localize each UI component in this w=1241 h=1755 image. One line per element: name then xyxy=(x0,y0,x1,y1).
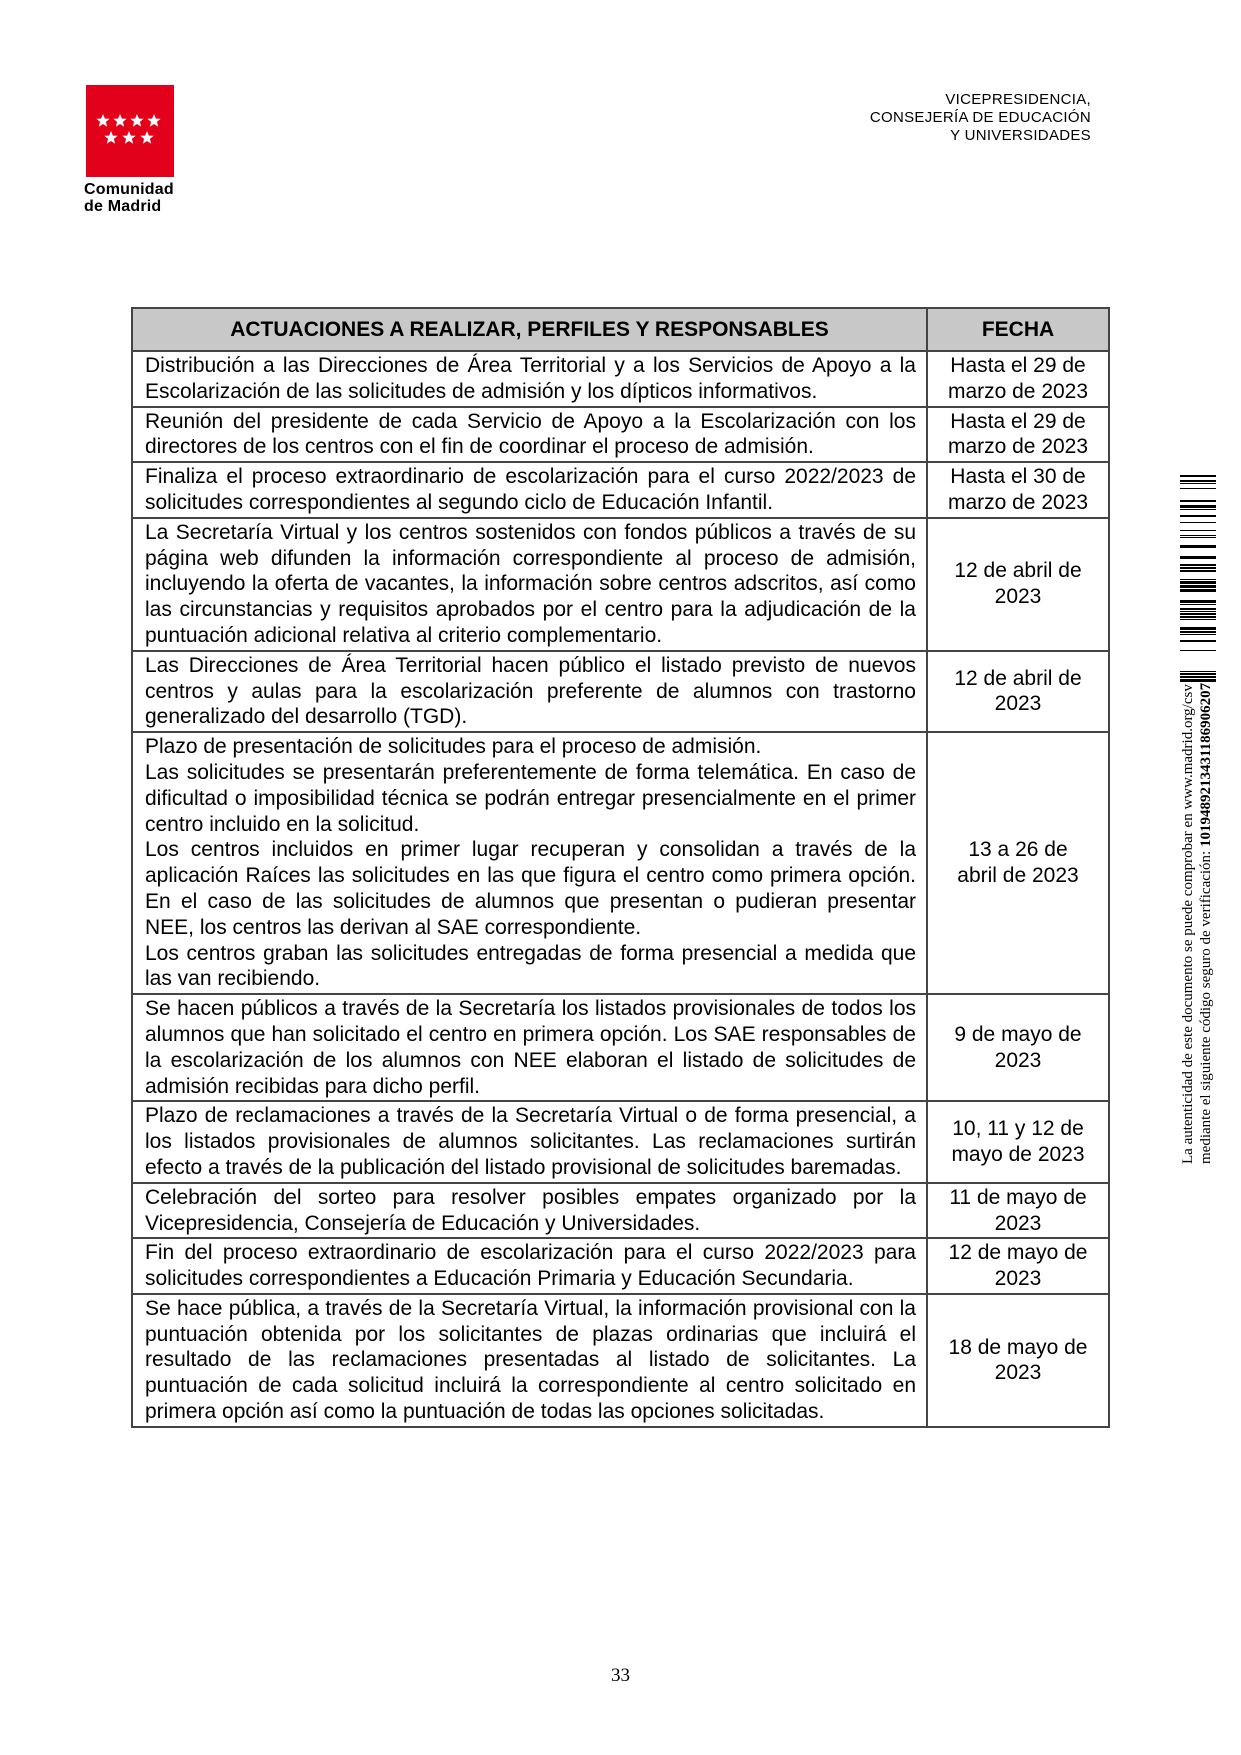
table-row xyxy=(132,351,1109,407)
logo-wordmark xyxy=(84,181,174,215)
date-cell xyxy=(927,1183,1109,1239)
date-date-line2: marzo de 2023 xyxy=(947,379,1089,403)
date-cell xyxy=(927,1238,1109,1294)
date-cell xyxy=(927,994,1109,1101)
action-cell xyxy=(132,1101,927,1182)
action-paragraph: Finaliza el proceso extraordinario de escolarización para el curso 2022/2023 de solicitudes correspondientes al segundo ciclo de Educación Infantil. xyxy=(145,465,916,514)
action-cell xyxy=(132,994,927,1101)
action-paragraph: Se hacen públicos a través de la Secretaría los listados provisionales de todos los alumnos que han solicitado el centro en primera opción. Los SAE responsables de la escolarización de los alumnos con NEE elaboran el listado de solicitudes de admisión recibidas para dicho perfil. xyxy=(145,997,916,1098)
date-date-line1: Hasta el 30 de xyxy=(950,465,1086,489)
action-cell xyxy=(132,462,927,518)
action-cell xyxy=(132,1183,927,1239)
department-line-3: Y UNIVERSIDADES xyxy=(950,127,1091,144)
date-cell xyxy=(927,351,1109,407)
table-row xyxy=(132,651,1109,732)
action-paragraph: Reunión del presidente de cada Servicio de Apoyo a la Escolarización con los directores de los centros con el fin de coordinar el proceso de admisión. xyxy=(145,409,916,459)
action-paragraph: Las solicitudes se presentarán preferentemente de forma telemática. En caso de dificultad o imposibilidad técnica se podrán entregar presencialmente en el primer centro incluido en la solicitud. xyxy=(145,760,916,836)
table-row xyxy=(132,994,1109,1101)
table-header-row xyxy=(132,308,1109,351)
column-header-date: FECHA xyxy=(927,308,1109,351)
verification-code: 1019489213431186906207 xyxy=(1198,682,1214,848)
schedule-table xyxy=(131,307,1110,1428)
action-paragraph: Se hace pública, a través de la Secretaría Virtual, la información provisional con la puntuación obtenida por los solicitantes de plazas ordinarias que incluirá el resultado de las reclamaciones presentadas al listado de solicitantes. La puntuación de cada solicitud incluirá la correspondiente al centro solicitado en primera opción así como la puntuación de todas las opciones solicitadas. xyxy=(145,1296,916,1424)
verification-line-1: La autenticidad de este documento se puede comprobar en www.madrid.org/csv xyxy=(1180,684,1196,1164)
action-paragraph: Fin del proceso extraordinario de escolarización para el curso 2022/2023 para solicitudes correspondientes a Educación Primaria y Educación Secundaria. xyxy=(145,1241,916,1291)
date-date-line1: Hasta el 29 de xyxy=(950,409,1086,433)
table-row xyxy=(132,518,1109,651)
table-row xyxy=(132,1183,1109,1239)
date-date-line1: 12 de mayo de xyxy=(948,1241,1088,1265)
action-paragraph: Los centros graban las solicitudes entregadas de forma presencial a medida que las van recibiendo. xyxy=(145,941,916,991)
logo-line-2: de Madrid xyxy=(84,198,162,215)
date-cell xyxy=(927,732,1109,994)
barcode-icon xyxy=(1180,475,1216,685)
action-cell xyxy=(132,518,927,651)
date-date-line2: marzo de 2023 xyxy=(947,435,1089,459)
date-date-line1: 10, 11 y 12 de xyxy=(952,1117,1084,1141)
action-paragraph: La Secretaría Virtual y los centros sostenidos con fondos públicos a través de su página web difunden la información correspondiente al proceso de admisión, incluyendo la oferta de vacantes, la información sobre centros adscritos, así como las circunstancias y requisitos aprobados por el centro para la adjudicación de la puntuación adicional relativa al criterio complementario. xyxy=(145,520,916,647)
date-cell xyxy=(927,651,1109,732)
date-date-line2: 2023 xyxy=(994,1048,1042,1072)
verification-line-2 xyxy=(1197,683,1215,1164)
action-cell xyxy=(132,1238,927,1294)
department-line-1: VICEPRESIDENCIA, xyxy=(945,91,1091,108)
date-date-line2: 2023 xyxy=(994,1361,1042,1385)
action-cell xyxy=(132,351,927,407)
date-date-line2: 2023 xyxy=(994,1211,1042,1235)
date-cell xyxy=(927,1101,1109,1182)
date-date-line1: 9 de mayo de xyxy=(954,1022,1082,1046)
action-paragraph: Distribución a las Direcciones de Área Territorial y a los Servicios de Apoyo a la Escolarización de las solicitudes de admisión y los dípticos informativos. xyxy=(145,354,916,403)
table-row xyxy=(132,407,1109,463)
date-date-line2: 2023 xyxy=(994,1267,1042,1291)
date-date-line1: 11 de mayo de xyxy=(949,1185,1087,1209)
date-cell xyxy=(927,1294,1109,1427)
department-line-2: CONSEJERÍA DE EDUCACIÓN xyxy=(869,109,1091,126)
date-date-line1: Hasta el 29 de xyxy=(950,354,1086,377)
date-date-line1: 13 a 26 de xyxy=(968,838,1068,862)
verification-prefix: mediante el siguiente código seguro de verificación: xyxy=(1198,847,1214,1164)
date-date-line2: marzo de 2023 xyxy=(947,490,1089,514)
action-paragraph: Plazo de presentación de solicitudes para el proceso de admisión. xyxy=(145,735,762,759)
date-date-line1: 12 de abril de xyxy=(954,666,1082,690)
table-row xyxy=(132,1294,1109,1427)
department-header xyxy=(870,91,1091,145)
logo-line-1: Comunidad xyxy=(84,181,174,198)
stars-icon xyxy=(86,85,174,177)
table-row xyxy=(132,732,1109,994)
date-date-line2: mayo de 2023 xyxy=(951,1143,1085,1166)
action-paragraph: Los centros incluidos en primer lugar recuperan y consolidan a través de la aplicación Raíces las solicitudes en las que figura el centro como primera opción. En el caso de las solicitudes de alumnos que presentan o pudieran presentar NEE, los centros las derivan al SAE correspondiente. xyxy=(145,838,916,939)
date-cell xyxy=(927,407,1109,463)
action-cell xyxy=(132,1294,927,1427)
date-date-line1: 12 de abril de xyxy=(954,559,1082,583)
page-number: 33 xyxy=(611,1665,630,1686)
date-cell xyxy=(927,462,1109,518)
action-paragraph: Plazo de reclamaciones a través de la Secretaría Virtual o de forma presencial, a los listados provisionales de alumnos solicitantes. Las reclamaciones surtirán efecto a través de la publicación del listado provisional de solicitudes baremadas. xyxy=(145,1104,916,1179)
date-cell xyxy=(927,518,1109,651)
action-cell xyxy=(132,407,927,463)
date-date-line2: abril de 2023 xyxy=(957,864,1079,888)
action-paragraph: Celebración del sorteo para resolver posibles empates organizado por la Vicepresidencia, Consejería de Educación y Universidades. xyxy=(145,1185,916,1235)
action-paragraph: Las Direcciones de Área Territorial hacen público el listado previsto de nuevos centros y aulas para la escolarización preferente de alumnos con trastorno generalizado del desarrollo (TGD). xyxy=(145,653,916,729)
date-date-line1: 18 de mayo de xyxy=(948,1335,1088,1359)
action-cell xyxy=(132,651,927,732)
comunidad-de-madrid-logo xyxy=(86,85,174,177)
schedule-table-body xyxy=(132,351,1109,1427)
table-row xyxy=(132,462,1109,518)
action-cell xyxy=(132,732,927,994)
table-row xyxy=(132,1238,1109,1294)
table-row xyxy=(132,1101,1109,1182)
date-date-line2: 2023 xyxy=(994,692,1042,716)
date-date-line2: 2023 xyxy=(994,585,1042,609)
column-header-actions: ACTUACIONES A REALIZAR, PERFILES Y RESPONSABLES xyxy=(132,308,927,351)
